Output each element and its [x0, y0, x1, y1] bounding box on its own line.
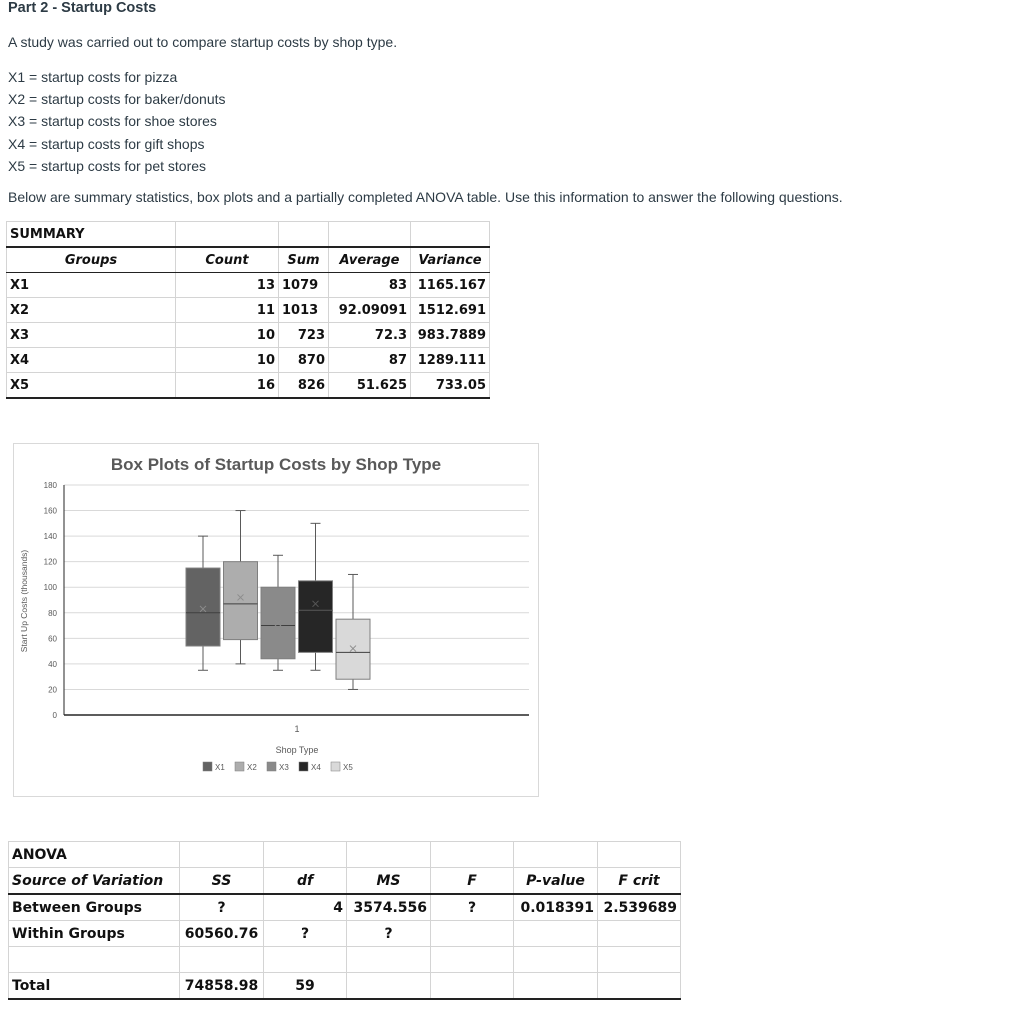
count-cell: 10	[176, 348, 279, 373]
legend-swatch-x4	[299, 762, 308, 771]
table-row	[9, 973, 681, 1000]
anova-table-wrap	[8, 841, 681, 1000]
anova-title: ANOVA	[9, 842, 180, 868]
ms-cell	[347, 947, 431, 973]
y-tick-label: 180	[43, 481, 57, 490]
table-row	[7, 323, 490, 348]
variable-definitions	[8, 66, 226, 177]
variance-cell: 733.05	[411, 373, 490, 399]
group-label: X5	[7, 373, 176, 399]
table-row	[9, 894, 681, 921]
header-fcrit: F crit	[598, 868, 681, 895]
pvalue-cell: 0.018391	[514, 894, 598, 921]
f-cell	[431, 921, 514, 947]
legend-swatch-x5	[331, 762, 340, 771]
header-f: F	[431, 868, 514, 895]
fcrit-cell: 2.539689	[598, 894, 681, 921]
header-source: Source of Variation	[9, 868, 180, 895]
y-tick-label: 80	[48, 608, 57, 618]
f-cell	[431, 947, 514, 973]
legend-label-x2: X2	[247, 763, 257, 772]
y-tick-label: 120	[43, 557, 57, 567]
variance-cell: 983.7889	[411, 323, 490, 348]
sum-cell: 826	[279, 373, 329, 399]
ms-cell	[347, 973, 431, 1000]
count-cell: 11	[176, 298, 279, 323]
y-tick-label: 160	[43, 506, 57, 516]
variance-cell: 1289.111	[411, 348, 490, 373]
group-label: X4	[7, 348, 176, 373]
table-row	[9, 921, 681, 947]
anova-header-row	[9, 868, 681, 895]
y-tick-label: 60	[48, 634, 57, 644]
pvalue-cell	[514, 973, 598, 1000]
average-cell: 83	[329, 273, 411, 298]
ss-cell: ?	[180, 894, 264, 921]
legend-label-x1: X1	[215, 763, 225, 772]
table-row	[7, 348, 490, 373]
group-label: X2	[7, 298, 176, 323]
y-tick-label: 100	[43, 583, 57, 593]
y-tick-label: 20	[48, 685, 57, 695]
box-plot-chart	[13, 443, 539, 797]
df-cell: 59	[264, 973, 347, 1000]
source-label: Within Groups	[9, 921, 180, 947]
summary-table-wrap	[6, 221, 490, 399]
legend-label-x4: X4	[311, 763, 321, 772]
average-cell: 92.09091	[329, 298, 411, 323]
pvalue-cell	[514, 947, 598, 973]
f-cell: ?	[431, 894, 514, 921]
header-groups: Groups	[7, 247, 176, 273]
sum-cell: 723	[279, 323, 329, 348]
sum-cell: 1013	[279, 298, 329, 323]
y-axis-label: Start Up Costs (thousands)	[19, 549, 29, 653]
header-ss: SS	[180, 868, 264, 895]
ms-cell: 3574.556	[347, 894, 431, 921]
source-label: Between Groups	[9, 894, 180, 921]
intro-text: A study was carried out to compare startup costs by shop type.	[8, 34, 398, 50]
sum-cell: 1079	[279, 273, 329, 298]
df-cell	[264, 947, 347, 973]
average-cell: 87	[329, 348, 411, 373]
legend-swatch-x2	[235, 762, 244, 771]
table-row	[9, 947, 681, 973]
box-x4	[299, 581, 333, 653]
anova-title-row	[9, 842, 681, 868]
legend-label-x5: X5	[343, 763, 353, 772]
summary-title: SUMMARY	[7, 222, 176, 248]
ms-cell: ?	[347, 921, 431, 947]
header-count: Count	[176, 247, 279, 273]
box-layer	[186, 511, 370, 690]
chart-svg	[14, 444, 538, 796]
box-x1	[186, 568, 220, 646]
fcrit-cell	[598, 973, 681, 1000]
fcrit-cell	[598, 921, 681, 947]
x-axis-label: Shop Type	[275, 745, 319, 755]
y-tick-label: 40	[48, 659, 57, 669]
df-cell: ?	[264, 921, 347, 947]
definition-x1: X1 = startup costs for pizza	[8, 69, 178, 85]
summary-table	[6, 221, 490, 399]
legend-swatch-x3	[267, 762, 276, 771]
count-cell: 16	[176, 373, 279, 399]
definition-x2: X2 = startup costs for baker/donuts	[8, 91, 226, 108]
sum-cell: 870	[279, 348, 329, 373]
count-cell: 10	[176, 323, 279, 348]
page-heading: Part 2 - Startup Costs	[8, 0, 157, 16]
summary-header-row	[7, 247, 490, 273]
chart-title: Box Plots of Startup Costs by Shop Type	[110, 455, 442, 474]
y-tick-label: 140	[43, 532, 57, 542]
table-row	[7, 298, 490, 323]
f-cell	[431, 973, 514, 1000]
variance-cell: 1512.691	[411, 298, 490, 323]
anova-table	[8, 841, 681, 1000]
count-cell: 13	[176, 273, 279, 298]
ss-cell	[180, 947, 264, 973]
header-variance: Variance	[411, 247, 490, 273]
chart-legend	[203, 762, 353, 772]
legend-swatch-x1	[203, 762, 212, 771]
average-cell: 72.3	[329, 323, 411, 348]
group-label: X1	[7, 273, 176, 298]
y-tick-label: 0	[52, 711, 57, 720]
df-cell: 4	[264, 894, 347, 921]
header-pvalue: P-value	[514, 868, 598, 895]
table-row	[7, 273, 490, 298]
legend-label-x3: X3	[279, 763, 289, 772]
variance-cell: 1165.167	[411, 273, 490, 298]
table-row	[7, 373, 490, 399]
summary-title-row	[7, 222, 490, 248]
header-average: Average	[329, 247, 411, 273]
pvalue-cell	[514, 921, 598, 947]
average-cell: 51.625	[329, 373, 411, 399]
header-df: df	[264, 868, 347, 895]
instructions-text: Below are summary statistics, box plots and a partially completed ANOVA table. Use this information to answer the following questions.	[8, 189, 843, 205]
definition-x5: X5 = startup costs for pet stores	[8, 157, 207, 174]
x-category-label: 1	[294, 724, 300, 734]
ss-cell: 74858.98	[180, 973, 264, 1000]
fcrit-cell	[598, 947, 681, 973]
box-x2	[224, 562, 258, 640]
header-ms: MS	[347, 868, 431, 895]
definition-x3: X3 = startup costs for shoe stores	[8, 113, 217, 130]
group-label: X3	[7, 323, 176, 348]
header-sum: Sum	[279, 247, 329, 273]
ss-cell: 60560.76	[180, 921, 264, 947]
source-label: Total	[9, 973, 180, 1000]
source-label	[9, 947, 180, 973]
definition-x4: X4 = startup costs for gift shops	[8, 135, 205, 152]
